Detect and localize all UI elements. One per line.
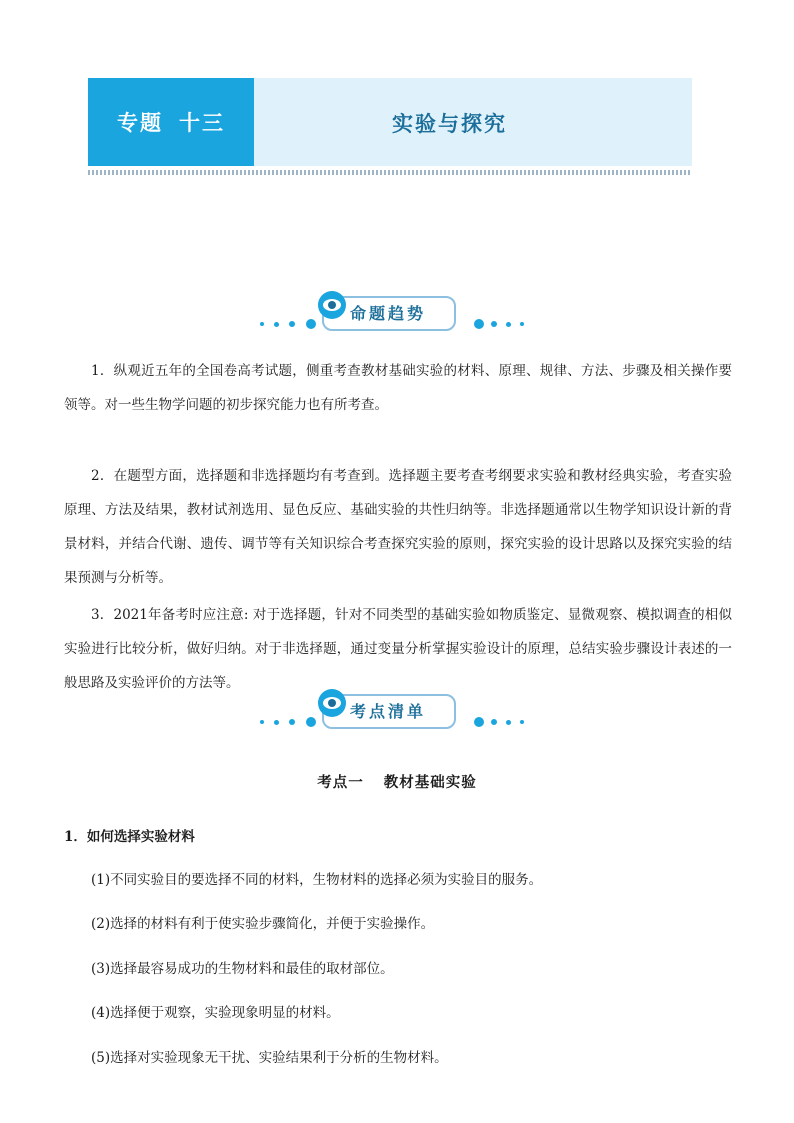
list-item: (3)选择最容易成功的生物材料和最佳的取材部位。 (91, 961, 394, 977)
chapter-topic-number: 十三 (179, 111, 225, 135)
chapter-topic-label: 专题 (117, 111, 163, 135)
banner-divider (88, 170, 692, 175)
eye-icon (318, 291, 346, 319)
chapter-number-block (88, 78, 254, 166)
eye-icon (318, 689, 346, 717)
badge-label: 命题趋势 (350, 304, 427, 323)
subheading-title: 教材基础实验 (383, 774, 477, 791)
chapter-banner (88, 78, 692, 166)
section-heading: 1．如何选择实验材料 (64, 829, 195, 845)
badge-label: 考点清单 (350, 702, 427, 721)
subheading-label: 考点一 (317, 774, 364, 791)
list-item: (2)选择的材料有利于使实验步骤简化，并便于实验操作。 (91, 916, 435, 932)
trend-paragraph-3: 3．2021年备考时应注意: 对于选择题，针对不同类型的基础实验如物质鉴定、显微观察、模拟调查的相似实验进行比较分析，做好归纳。对于非选择题，通过变量分析掌握实验设计的原理，总结实验步骤设计表述的一般思路及实验评价的方法等。 (64, 607, 732, 691)
trend-paragraph-2: 2．在题型方面，选择题和非选择题均有考查到。选择题主要考查考纲要求实验和教材经典实验，考查实验原理、方法及结果，教材试剂选用、显色反应、基础实验的共性归纳等。非选择题通常以生物学知识设计新的背景材料，并结合代谢、遗传、调节等有关知识综合考查探究实验的原则，探究实验的设计思路以及探究实验的结果预测与分析等。 (64, 468, 732, 586)
trend-paragraph-1: 1．纵观近五年的全国卷高考试题，侧重考查教材基础实验的材料、原理、规律、方法、步骤及相关操作要领等。对一些生物学问题的初步探究能力也有所考查。 (64, 363, 732, 413)
chapter-title: 实验与探究 (392, 112, 507, 136)
list-item: (5)选择对实验现象无干扰、实验结果利于分析的生物材料。 (91, 1050, 448, 1066)
list-item: (1)不同实验目的要选择不同的材料，生物材料的选择必须为实验目的服务。 (91, 872, 543, 888)
list-item: (4)选择便于观察，实验现象明显的材料。 (91, 1005, 340, 1021)
section-badge-checklist (256, 691, 556, 741)
topic-subheading (0, 771, 794, 792)
chapter-title-block (254, 78, 692, 166)
section-badge-trend (256, 293, 556, 343)
